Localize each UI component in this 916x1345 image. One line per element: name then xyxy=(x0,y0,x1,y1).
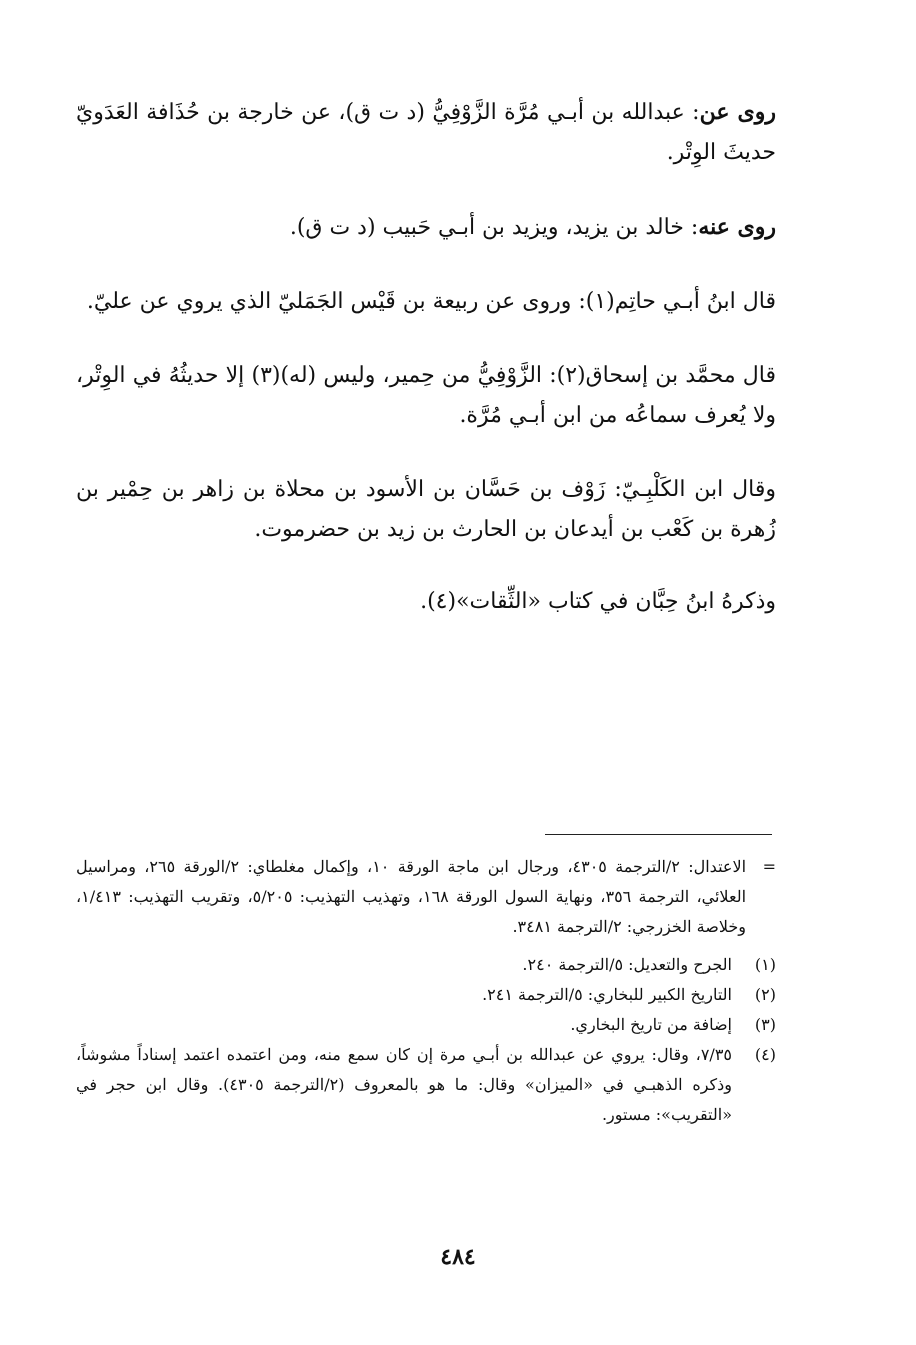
footnote-number: (٣) xyxy=(754,1015,776,1034)
paragraph-narrated-from xyxy=(76,92,776,173)
footnote-item xyxy=(76,950,776,980)
footnote-divider xyxy=(545,834,772,835)
continuation-mark: = xyxy=(762,857,776,876)
footnote-item xyxy=(76,1040,776,1130)
paragraph-text: : خالد بن يزيد، ويزيد بن أبـي حَبيب (د ت ق). xyxy=(289,215,699,240)
continuation-text: الاعتدال: ٢/الترجمة ٤٣٠٥، ورجال ابن ماجة الورقة ١٠، وإكمال مغلطاي: ٢/الورقة ٢٦٥، ومراسيل العلائي، الترجمة ٣٥٦، ونهاية السول الورقة ١٦٨، وتهذيب التهذيب: ٥/٢٠٥، وتقريب التهذيب: ١/٤١٣، وخلاصة الخزرجي: ٢/الترجمة ٣٤٨١. xyxy=(76,857,747,936)
paragraph-lead: روى عن xyxy=(699,99,776,125)
footnotes xyxy=(76,852,776,1130)
paragraph-ibn-hibban: وذكرهُ ابنُ حِبَّان في كتاب «الثِّقات»(٤). xyxy=(420,589,776,614)
paragraph-ibn-ishaq: قال محمَّد بن إسحاق(٢): الزَّوْفِيُّ من حِمير، وليس (له)(٣) إلا حديثُهُ في الوِتْر، ولا يُعرف سماعُه من ابن أبـي مُرَّة. xyxy=(76,363,776,428)
footnote-number: (٢) xyxy=(754,985,776,1004)
footnote-number: (٤) xyxy=(754,1045,776,1064)
footnote-text: الجرح والتعديل: ٥/الترجمة ٢٤٠. xyxy=(522,955,732,974)
footnote-text: ٧/٣٥، وقال: يروي عن عبدالله بن أبـي مرة إن كان سمع منه، ومن اعتمده اعتمد إسناداً مشوشاً، وذكره الذهبـي في «الميزان» وقال: ما هو بالمعروف (٢/الترجمة ٤٣٠٥). وقال ابن حجر في «التقريب»: مستور. xyxy=(76,1045,733,1124)
page-number: ٤٨٤ xyxy=(440,1244,476,1270)
footnote-text: إضافة من تاريخ البخاري. xyxy=(570,1015,732,1034)
footnote-item xyxy=(76,980,776,1010)
paragraph-lead: روى عنه xyxy=(698,214,776,240)
paragraph-ibn-al-kalbi: وقال ابن الكَلْبِـيّ: زَوْف بن حَسَّان بن الأسود بن محلاة بن زاهر بن حِمْير بن زُهرة بن كَعْب بن أيدعان بن الحارث بن زيد بن حضرموت. xyxy=(76,477,776,542)
paragraph-narrated-by xyxy=(76,207,776,248)
footnote-number: (١) xyxy=(754,955,776,974)
paragraph-text: : عبدالله بن أبـي مُرَّة الزَّوْفِيُّ (د ت ق)، عن خارجة بن حُذَافة العَدَويّ حديثَ الوِتْر. xyxy=(76,100,776,165)
footnote-text: التاريخ الكبير للبخاري: ٥/الترجمة ٢٤١. xyxy=(482,985,732,1004)
footnote-item xyxy=(76,1010,776,1040)
main-text xyxy=(76,92,776,656)
paragraph-ibn-abi-hatim: قال ابنُ أبـي حاتِم(١): وروى عن ربيعة بن قَيْس الجَمَليّ الذي يروي عن عليّ. xyxy=(86,289,776,314)
footnote-continuation xyxy=(76,852,776,942)
